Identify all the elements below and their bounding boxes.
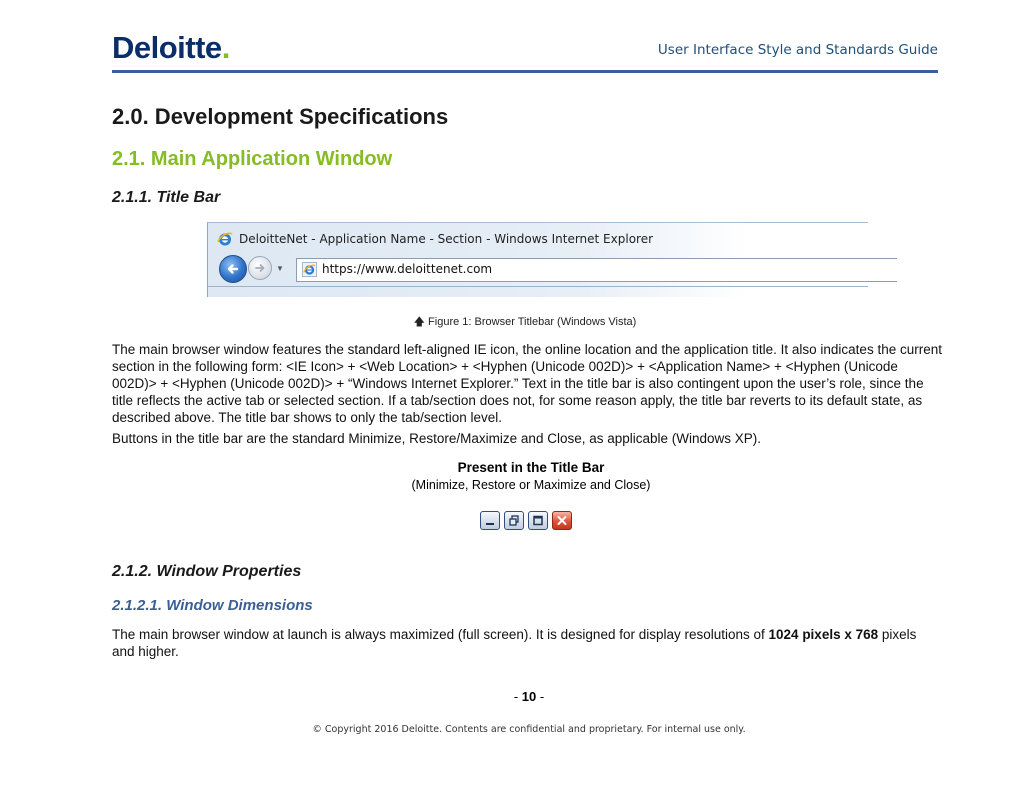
forward-arrow-icon[interactable] [248,256,272,280]
buttons-description: Buttons in the title bar are the standard Minimize, Restore/Maximize and Close, as applicable (Windows XP). [112,431,762,446]
minimize-icon[interactable] [480,511,500,530]
back-arrow-icon[interactable] [219,255,247,283]
dimensions-text-suffix: pixels and higher. [112,627,917,659]
close-icon[interactable] [552,511,572,530]
deloitte-logo [112,30,230,66]
browser-titlebar-figure [207,222,868,297]
window-dimensions-description [112,626,942,660]
address-url: https://www.deloittenet.com [322,262,493,276]
logo-text: Deloitte [112,30,222,65]
document-title: User Interface Style and Standards Guide [657,42,938,58]
window-control-buttons [480,511,572,530]
page-number-value: 10 [521,689,537,704]
browser-title-row [208,223,868,253]
history-dropdown-icon[interactable]: ▼ [276,264,284,273]
title-bar-buttons-heading: Present in the Title Bar [457,460,605,475]
heading-window-properties: 2.1.2. Window Properties [112,563,302,580]
up-arrow-icon: 🡅 [413,316,425,328]
dimensions-text-prefix: The main browser window at launch is always maximized (full screen). It is designed for display resolutions of [112,627,769,642]
figure-caption-text: Figure 1: Browser Titlebar (Windows Vista) [428,316,637,328]
title-bar-description: The main browser window features the standard left-aligned IE icon, the online location and the application title. It also indicates the current section in the following form: <IE Icon> + <Web Location> + <Hyphen (Unicode 002D)> + <Application Name> + <Hyphen (Unicode 002D)> + <Hyphen (Unicode 002D)> + “Windows Internet Explorer.” Text in the title bar is also contingent upon the user’s role, since the title reflects the active tab or selected section. If a tab/section does not, for some reason apply, the title bar reverts to its default state, as described above. The title bar shows to only the tab/section level. [112,342,942,425]
logo-dot: . [221,30,230,65]
copyright-footer: © Copyright 2016 Deloitte. Contents are confidential and proprietary. For internal use only. [312,724,746,735]
restore-icon[interactable] [504,511,524,530]
heading-title-bar: 2.1.1. Title Bar [112,189,221,206]
heading-main-application-window: 2.1. Main Application Window [112,148,393,170]
dimensions-text-bold: 1024 pixels x 768 [768,627,879,642]
figure-caption [0,313,1024,332]
address-bar[interactable] [296,258,897,282]
page-number-suffix: - [536,689,545,704]
page-number [0,689,1024,704]
browser-window-title: DeloitteNet - Application Name - Section - Windows Internet Explorer [239,232,654,246]
heading-development-specifications: 2.0. Development Specifications [112,104,449,129]
ie-logo-icon [217,231,233,247]
browser-toolbar-divider [208,286,868,287]
maximize-icon[interactable] [528,511,548,530]
heading-window-dimensions: 2.1.2.1. Window Dimensions [112,597,313,614]
address-ie-icon [302,262,317,277]
page-number-prefix: - [513,689,522,704]
title-bar-buttons-subheading: (Minimize, Restore or Maximize and Close) [411,478,651,492]
header-divider [112,70,938,73]
